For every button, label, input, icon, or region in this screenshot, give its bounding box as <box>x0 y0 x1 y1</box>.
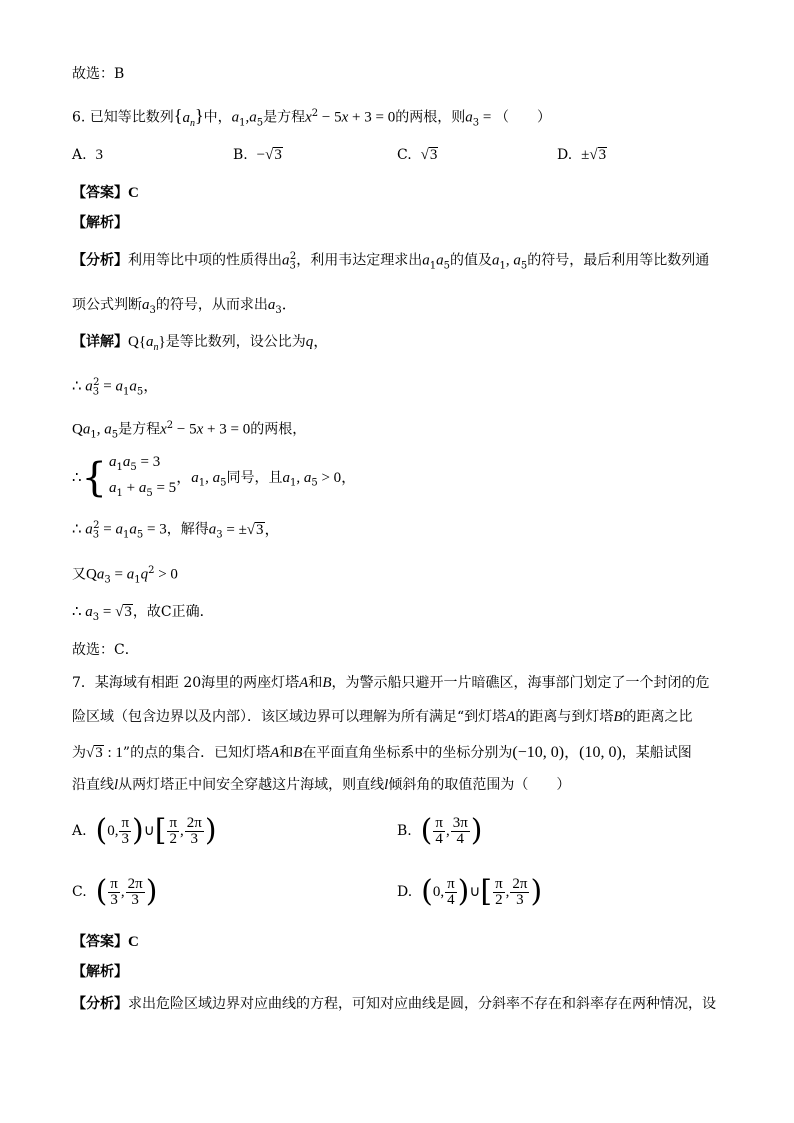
detail-line-5: ∴ $a_3^2 = a_1a_5 = 3$，解得$a_3 = \pm√3$， <box>72 520 280 541</box>
analysis-heading: 【解析】 <box>72 215 128 231</box>
option-a: A. (0, $\frac{\pi}{3}$ )∪[ $\frac{\pi}{2}$ , $\frac{2\pi}{3}$ ) <box>72 813 217 848</box>
question-7-line-2: 险区域（包含边界以及内部）．该区域边界可以理解为所有满足“到灯塔A的距离与到灯塔B的距离之比 <box>72 709 693 725</box>
question-7-line-4: 沿直线l从两灯塔正中间安全穿越这片海域，则直线l倾斜角的取值范围为（ ） <box>72 777 571 793</box>
detail-line-1: 【详解】$Q\{a_n\}$是等比数列，设公比为q， <box>72 334 329 353</box>
question-7-line-1: 7．某海域有相距 20海里的两座灯塔A和B，为警示船只避开一片暗礁区，海事部门划定了一个封闭的危 <box>72 675 710 691</box>
detail-line-3: $Qa_1$, $a_5$是方程$x^2 - 5x + 3 = 0$的两根， <box>72 420 307 441</box>
analysis-line-2: 项公式判断$a_3$的符号，从而求出$a_3$． <box>72 297 297 316</box>
option-d: D. ±√3 <box>557 147 607 163</box>
option-d: D. (0, $\frac{\pi}{4}$ )∪[ $\frac{\pi}{2}$ , $\frac{2\pi}{3}$ ) <box>397 874 543 909</box>
analysis-heading: 【解析】 <box>72 964 128 980</box>
question-6-stem: 6. 已知等比数列$\{a_n\}$中，$a_1,a_5$是方程$x^2 - 5x + 3 = 0$的两根，则$a_3$ = （ ） <box>72 105 552 129</box>
detail-line-2: ∴ $a_3^2 = a_1a_5$， <box>72 377 159 398</box>
detail-line-6: 又$Qa_3 = a_1q^2 > 0$ <box>72 565 178 586</box>
option-b: B. −√3 <box>233 147 282 163</box>
option-c: C. √3 <box>397 147 438 163</box>
detail-line-7: ∴ $a_3 = √3$，故C正确． <box>72 604 214 623</box>
conclusion-line: 故选：B <box>72 66 125 82</box>
question-7-line-3: 为√3 : 1”的点的集合．已知灯塔A和B在平面直角坐标系中的坐标分别为(−10, 0)，(10, 0)，某船试图 <box>72 744 692 761</box>
analysis-line-1: 【分析】利用等比中项的性质得出$a_3^2$，利用韦达定理求出$a_1a_5$的值及$a_1$, $a_5$的符号，最后利用等比数列通 <box>72 251 710 272</box>
answer-line: 【答案】C <box>72 934 139 950</box>
option-b: B. ( $\frac{\pi}{4}$ , $\frac{3\pi}{4}$ ) <box>397 813 483 848</box>
analysis-line-1: 【分析】求出危险区域边界对应曲线的方程，可知对应曲线是圆，分斜率不存在和斜率存在两种情况，设 <box>72 996 716 1012</box>
conclusion-line-2: 故选：C． <box>72 642 139 658</box>
detail-line-4: ∴{ $a_1a_5 = 3$ $a_1 + a_5 = 5$ ，$a_1$, $a_5$同号，且$a_1$, $a_5 > 0$， <box>72 454 357 501</box>
answer-line: 【答案】C <box>72 185 139 201</box>
option-c: C. ( $\frac{\pi}{3}$ , $\frac{2\pi}{3}$ ) <box>72 874 158 909</box>
option-a: A. 3 <box>72 147 103 163</box>
